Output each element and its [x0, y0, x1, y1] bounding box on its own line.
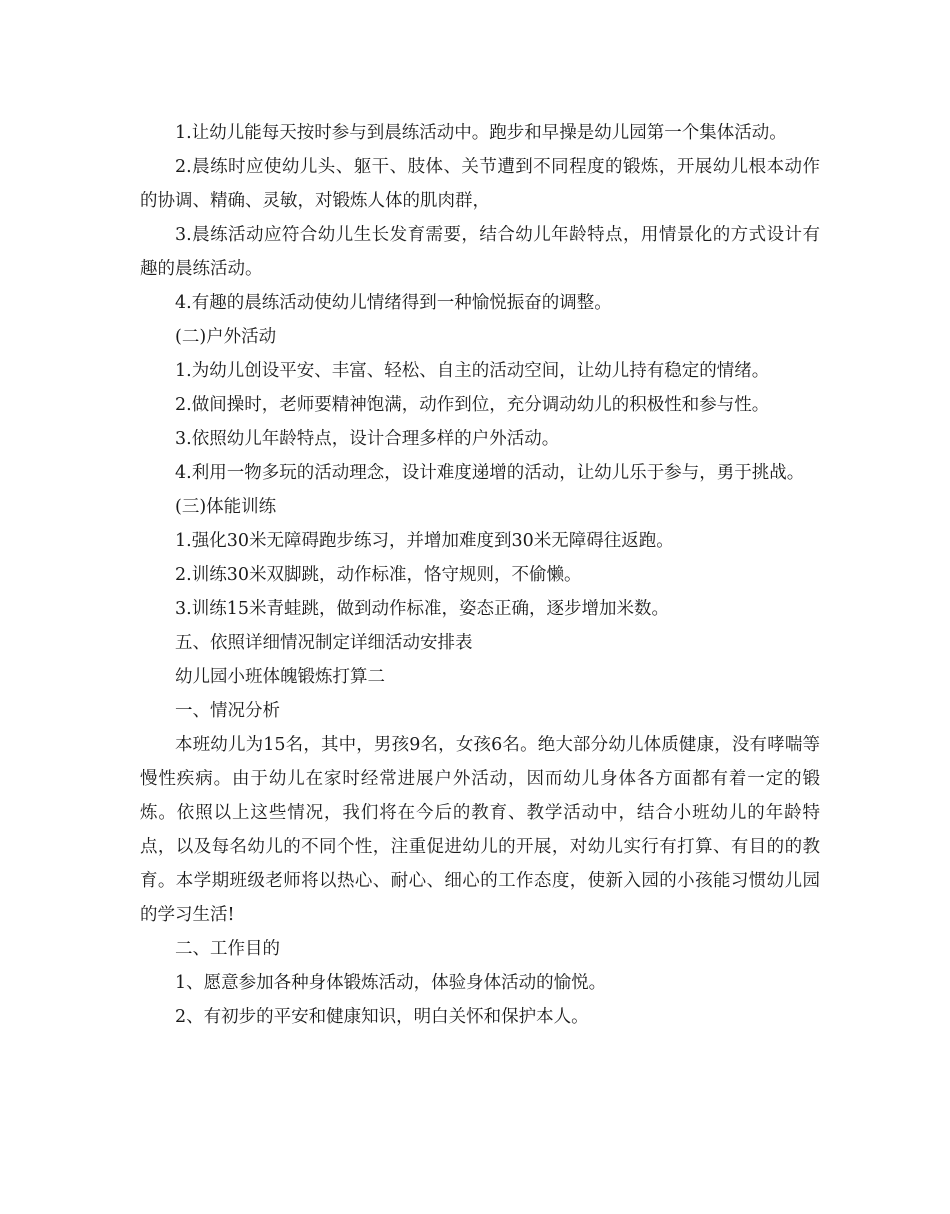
paragraph-outdoor-3: 3.依照幼儿年龄特点，设计合理多样的户外活动。: [175, 429, 560, 449]
paragraph-outdoor-4: 4.利用一物多玩的活动理念，设计难度递增的活动，让幼儿乐于参与，勇于挑战。: [175, 463, 805, 483]
paragraph-morning-3: 3.晨练活动应符合幼儿生长发育需要，结合幼儿年龄特点，用情景化的方式设计有趣的晨练活动。: [140, 225, 820, 279]
paragraph-morning-4: 4.有趣的晨练活动使幼儿情绪得到一种愉悦振奋的调整。: [175, 293, 612, 313]
section-heading-schedule: 五、依照详细情况制定详细活动安排表: [175, 633, 473, 653]
section-heading-fitness: (三)体能训练: [175, 497, 277, 517]
paragraph-situation: 本班幼儿为15名，其中，男孩9名，女孩6名。绝大部分幼儿体质健康，没有哮喘等慢性疾病。由于幼儿在家时经常进展户外活动，因而幼儿身体各方面都有着一定的锻炼。依照以上这些情况，我们将在今后的教育、教学活动中，结合小班幼儿的年龄特点，以及每名幼儿的不同个性，注重促进幼儿的开展，对幼儿实行有打算、有目的的教育。本学期班级老师将以热心、耐心、细心的工作态度，使新入园的小孩能习惯幼儿园的学习生活!: [140, 735, 820, 925]
paragraph-fitness-2: 2.训练30米双脚跳，动作标准，恪守规则，不偷懒。: [175, 565, 582, 585]
section-heading-goals: 二、工作目的: [175, 939, 280, 959]
paragraph-outdoor-1: 1.为幼儿创设平安、丰富、轻松、自主的活动空间，让幼儿持有稳定的情绪。: [175, 361, 770, 381]
section-heading-situation: 一、情况分析: [175, 701, 280, 721]
paragraph-goal-2: 2、有初步的平安和健康知识，明白关怀和保护本人。: [175, 1007, 589, 1027]
paragraph-outdoor-2: 2.做间操时，老师要精神饱满，动作到位，充分调动幼儿的积极性和参与性。: [175, 395, 770, 415]
paragraph-morning-1: 1.让幼儿能每天按时参与到晨练活动中。跑步和早操是幼儿园第一个集体活动。: [175, 123, 787, 143]
plan-title-two: 幼儿园小班体魄锻炼打算二: [175, 667, 385, 687]
document-body: [140, 116, 820, 1034]
section-heading-outdoor: (二)户外活动: [175, 327, 277, 347]
paragraph-fitness-1: 1.强化30米无障碍跑步练习，并增加难度到30米无障碍往返跑。: [175, 531, 674, 551]
paragraph-morning-2: 2.晨练时应使幼儿头、躯干、肢体、关节遭到不同程度的锻炼，开展幼儿根本动作的协调、精确、灵敏，对锻炼人体的肌肉群，: [140, 157, 820, 211]
paragraph-goal-1: 1、愿意参加各种身体锻炼活动，体验身体活动的愉悦。: [175, 973, 607, 993]
paragraph-fitness-3: 3.训练15米青蛙跳，做到动作标准，姿态正确，逐步增加米数。: [175, 599, 669, 619]
